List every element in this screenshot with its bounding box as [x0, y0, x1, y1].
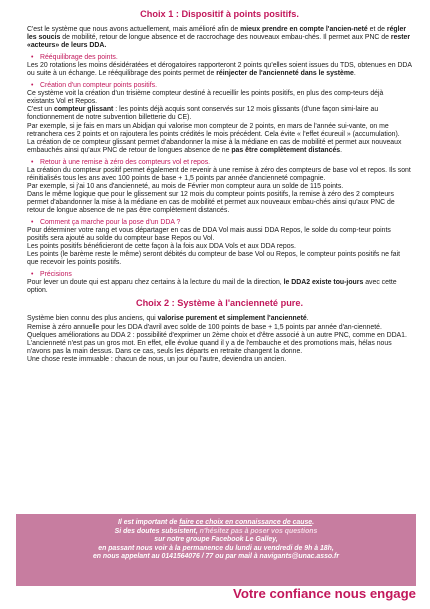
precisions-text: Pour lever un doute qui est apparu chez certains à la lecture du mail de la direction, le DDA2 existe tou-jours avec cette option. [27, 279, 397, 295]
choix2-paragraph-2: Remise à zéro annuelle pour les DDA d'avril avec solde de 100 points de base + 1,5 points par année d'an-cienneté. [27, 323, 382, 331]
tagline: Votre confiance nous engage [233, 586, 416, 601]
section-heading-precisions: • Précisions [27, 271, 412, 279]
bullet-icon: • [31, 54, 34, 62]
bullet-icon: • [31, 271, 34, 279]
choix2-title: Choix 2 : Système à l'ancienneté pure. [135, 298, 304, 309]
banner-line-1: Il est important de faire ce choix en connaissance de cause. [117, 519, 315, 526]
section-heading-reequilibrage: • Rééquilibrage des points. [27, 54, 412, 62]
compteur-paragraph-1: Ce système voit la création d'un trisième compteur destiné à recueillir les points positifs, en plus des comp-teurs déjà existants Vol et Repos. [27, 90, 384, 106]
pose-dda-paragraph-2: Les points positifs bénéficieront de cette façon à la fois aux DDA Vols et aux DDA repos. [27, 243, 296, 251]
main-content [27, 9, 412, 364]
choix2-paragraph-1: Système bien connu des plus anciens, qui valorise purement et simplement l'ancienneté. [27, 315, 309, 323]
compteur-paragraph-4: La création de ce compteur glissant permet d'abandonner la mise à la médiane en cas de mobilité et permet aux nouveaux embauchés ainsi qu'aux PNC de retour de longues absence de ne pas être complètement distancés. [27, 138, 402, 154]
compteur-paragraph-2: C'est un compteur glissant : les points déjà acquis sont conservés sur 12 mois glissants (d'une façon simi-laire au fonctionnement de notre subvention billetterie du CE). [27, 106, 379, 122]
remise-zero-paragraph-1: La création du compteur positif permet également de revenir à une remise à zéro des compteurs de base vol et repos. Ils sont réinitialisés tous les ans avec 100 points de base + 1,5 points par année d'ancienneté compagnie. [27, 166, 411, 182]
reequilibrage-text: Les 20 rotations les moins désidératées et dérogatoires rapporteront 2 points qu'elles soient issues du TDS, obtenues en DDA ou suite à un échange. Le rééquilibrage des points permet de réinjecter de l'ancienneté dans le système. [27, 62, 412, 78]
choix2-paragraph-3: Quelques améliorations au DDA 2 : possibilité d'exprimer un 2ème choix et d'être associé à un autre PNC, comme en DDA1. [27, 331, 407, 339]
section-heading-compteur-positif: • Création d'un compteur points positifs. [27, 82, 412, 90]
remise-zero-paragraph-3: Dans le même logique que pour le glissement sur 12 mois du compteur points positifs, la remise à zéro des 2 compteurs permet d'abandonner la mise à la médiane en cas de mobilité et permet aux nouveaux embau-chés ainsi qu'aux PNC de retour de longue absence de ne pas être complètement distancés. [27, 190, 395, 214]
choix1-intro: C'est le système que nous avons actuellement, mais amélioré afin de mieux prendre en compte l'ancien-neté et de régler les soucis de mobilité, retour de longue absence et de raccrochage des nouveaux embau-chés. Il permet aux PNC de rester «acteurs» de leurs DDA. [27, 26, 411, 50]
banner-line-2: Si des doutes subsistent, n'hésitez pas à poser vos questions [114, 527, 318, 535]
contact-banner [16, 514, 416, 586]
banner-line-3: sur notre groupe Facebook Le Galley, [154, 536, 278, 544]
bullet-icon: • [31, 219, 34, 227]
choix2-paragraph-5: Une chose reste immuable : chacun de nous, un jour ou l'autre, deviendra un ancien. [27, 355, 287, 363]
bullet-icon: • [31, 82, 34, 90]
section-heading-remise-zero: • Retour à une remise à zéro des compteurs vol et repos. [27, 159, 412, 167]
compteur-paragraph-3: Par exemple, si je fais en mars un Abidjan qui valorise mon compteur de 2 points, en mars de l'année sui-vante, on me retranchera ces 2 points et on rajoutera les points crédités le mois précédent. Cela évite « l'effet écureuil » (accumulation). [27, 122, 400, 138]
bullet-icon: • [31, 158, 34, 166]
pose-dda-paragraph-3: Les points (le barème reste le même) seront débités du compteur de base Vol ou Repos, le compteur points positifs ne fait que recevoir les points positifs. [27, 251, 401, 267]
banner-line-5: en nous appelant au 0141564076 / 77 ou par mail à navigants@unac.asso.fr [92, 553, 340, 561]
banner-line-4: en passant nous voir à la permanence du lundi au vendredi de 9h à 18h, [98, 544, 334, 552]
choix2-paragraph-4: L'ancienneté n'est pas un gros mot. En effet, elle évolue quand il y a de l'embauche et des promotions mais, hélas nous n'avons pas la main dessus. Dans ce cas, seuls les départs en retraite changent la donne. [27, 339, 392, 355]
section-heading-pose-dda: • Comment ça marche pour la pose d'un DDA ? [27, 219, 412, 227]
pose-dda-paragraph-1: Pour déterminer votre rang et vous départager en cas de DDA Vol mais aussi DDA Repos, le solde du comp-teur points positifs sera ajouté au solde du compteur base Repos ou Vol. [27, 227, 391, 243]
remise-zero-paragraph-2: Par exemple, si j'ai 10 ans d'ancienneté, au mois de Février mon compteur aura un solde de 115 points. [27, 182, 344, 190]
choix1-title: Choix 1 : Dispositif à points positifs. [140, 9, 299, 19]
